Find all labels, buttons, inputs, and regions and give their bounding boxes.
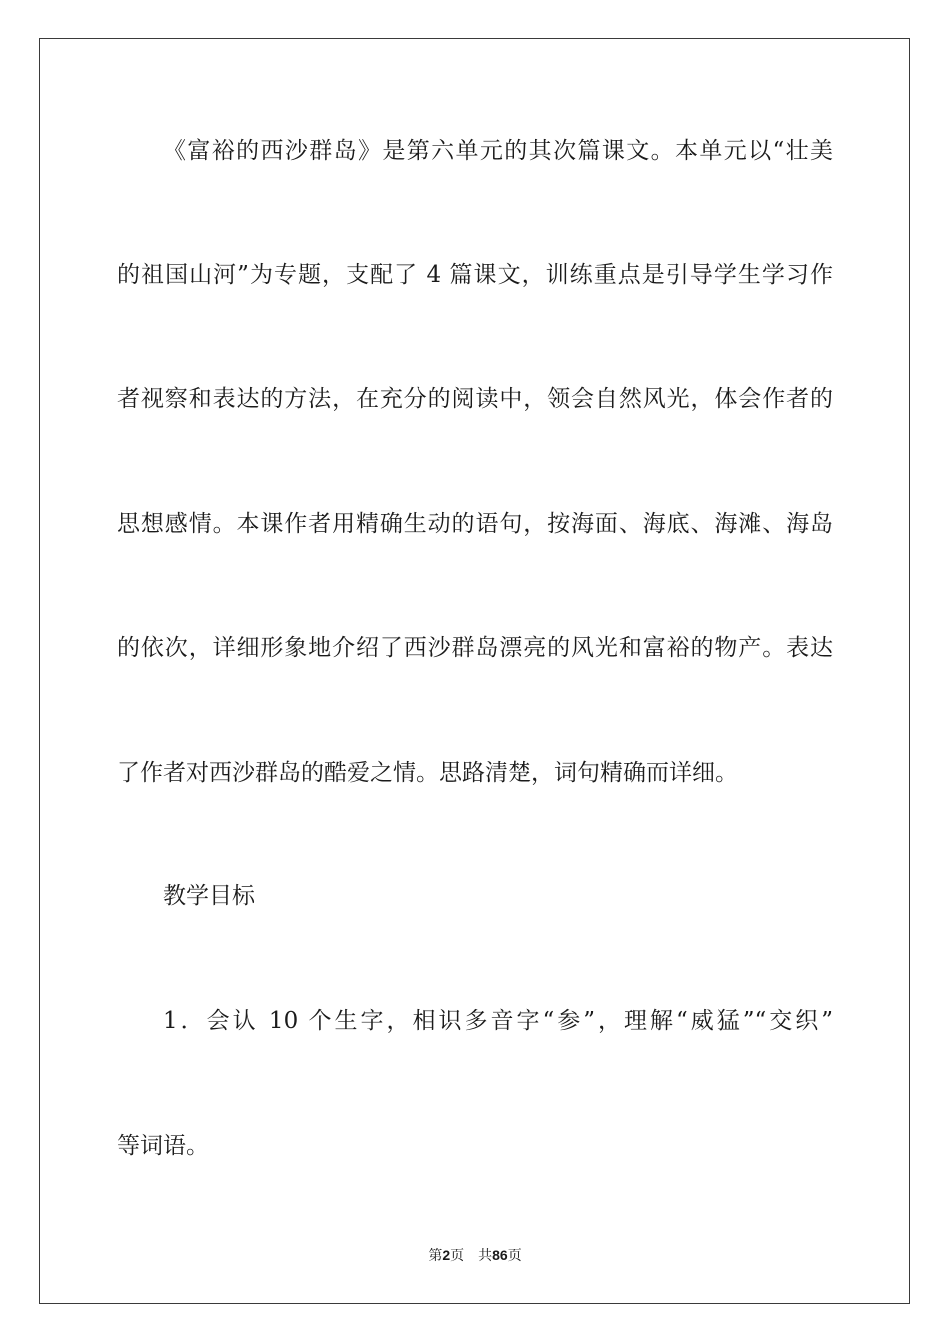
paragraph-line: 的依次，详细形象地介绍了西沙群岛漂亮的风光和富裕的物产。表达 <box>117 635 833 661</box>
page-footer <box>0 1245 950 1266</box>
page-prefix: 第 <box>428 1248 443 1264</box>
paragraph-line: 者视察和表达的方法，在充分的阅读中，领会自然风光，体会作者的 <box>117 386 833 412</box>
page-suffix: 页 <box>450 1248 465 1264</box>
goal-item-line: 1．会认 10 个生字，相识多音字“参”，理解“威猛”“交织” <box>163 1008 833 1034</box>
section-heading: 教学目标 <box>163 883 255 909</box>
paragraph-line: 的祖国山河”为专题，支配了 4 篇课文，训练重点是引导学生学习作 <box>117 262 833 288</box>
total-suffix: 页 <box>507 1248 522 1264</box>
paragraph-line: 思想感情。本课作者用精确生动的语句，按海面、海底、海滩、海岛 <box>117 511 833 537</box>
paragraph-line: 《富裕的西沙群岛》是第六单元的其次篇课文。本单元以“壮美 <box>163 138 833 164</box>
goal-item-line: 等词语。 <box>117 1133 209 1159</box>
total-pages: 86 <box>492 1247 508 1263</box>
page-border <box>39 38 910 1304</box>
paragraph-line: 了作者对西沙群岛的酷爱之情。思路清楚，词句精确而详细。 <box>117 760 738 786</box>
total-prefix: 共 <box>478 1248 493 1264</box>
page-number: 2 <box>442 1247 451 1263</box>
